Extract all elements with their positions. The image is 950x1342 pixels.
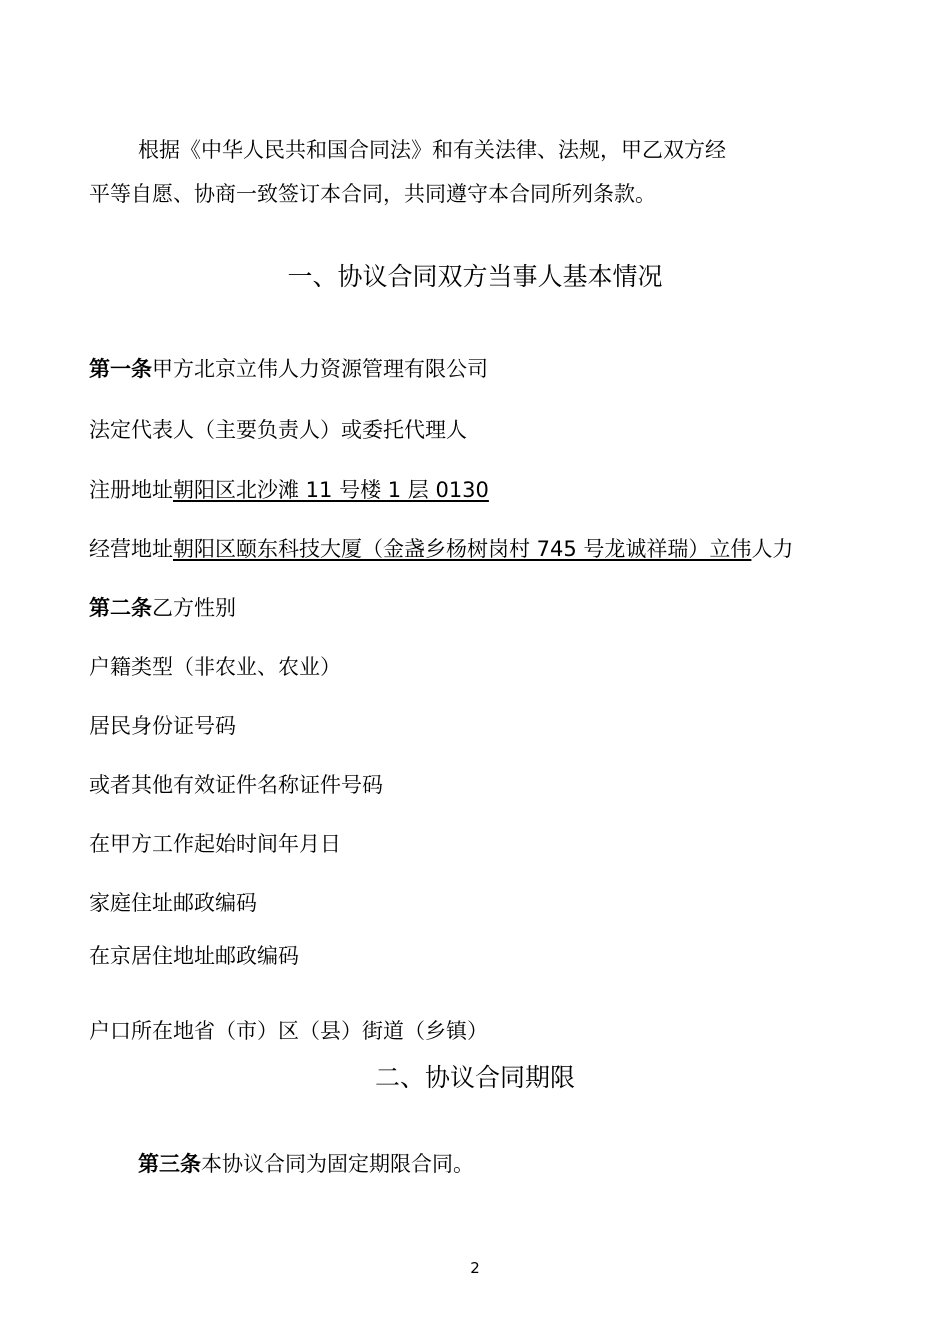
article-2 [89,594,236,622]
section-heading-term: 二、协议合同期限 [374,1063,575,1092]
business-address-value: 朝阳区颐东科技大厦（金盏乡杨树岗村 745 号龙诚祥瑞）立伟 [173,537,752,561]
field-start-time: 在甲方工作起始时间年月日 [89,832,341,856]
article-1-text: 甲方北京立伟人力资源管理有限公司 [152,357,488,381]
field-other-id: 或者其他有效证件名称证件号码 [89,773,383,797]
field-hukou-type: 户籍类型（非农业、农业） [89,655,341,679]
intro-line-2: 平等自愿、协商一致签订本合同，共同遵守本合同所列条款。 [89,182,656,206]
field-beijing-address: 在京居住地址邮政编码 [89,944,299,968]
page-number: 2 [470,1259,480,1277]
business-address-tail: 人力 [751,537,794,561]
field-home-address: 家庭住址邮政编码 [89,891,257,915]
article-1-label: 第一条 [89,357,152,381]
article-3 [138,1150,474,1178]
article-2-label: 第二条 [89,596,152,620]
section-heading-parties: 一、协议合同双方当事人基本情况 [287,262,663,291]
article-2-text: 乙方性别 [152,596,236,620]
registered-address-label: 注册地址 [89,478,173,502]
field-hukou-location: 户口所在地省（市）区（县）街道（乡镇） [89,1019,488,1043]
intro-line-1: 根据《中华人民共和国合同法》和有关法律、法规，甲乙双方经 [138,138,726,162]
legal-representative: 法定代表人（主要负责人）或委托代理人 [89,418,467,442]
article-3-text: 本协议合同为固定期限合同。 [201,1152,474,1176]
business-address-label: 经营地址 [89,537,173,561]
field-id-number: 居民身份证号码 [89,714,236,738]
registered-address [89,476,489,504]
registered-address-value: 朝阳区北沙滩 11 号楼 1 层 0130 [173,478,489,502]
article-3-label: 第三条 [138,1152,201,1176]
business-address [89,535,793,563]
article-1 [89,355,488,383]
